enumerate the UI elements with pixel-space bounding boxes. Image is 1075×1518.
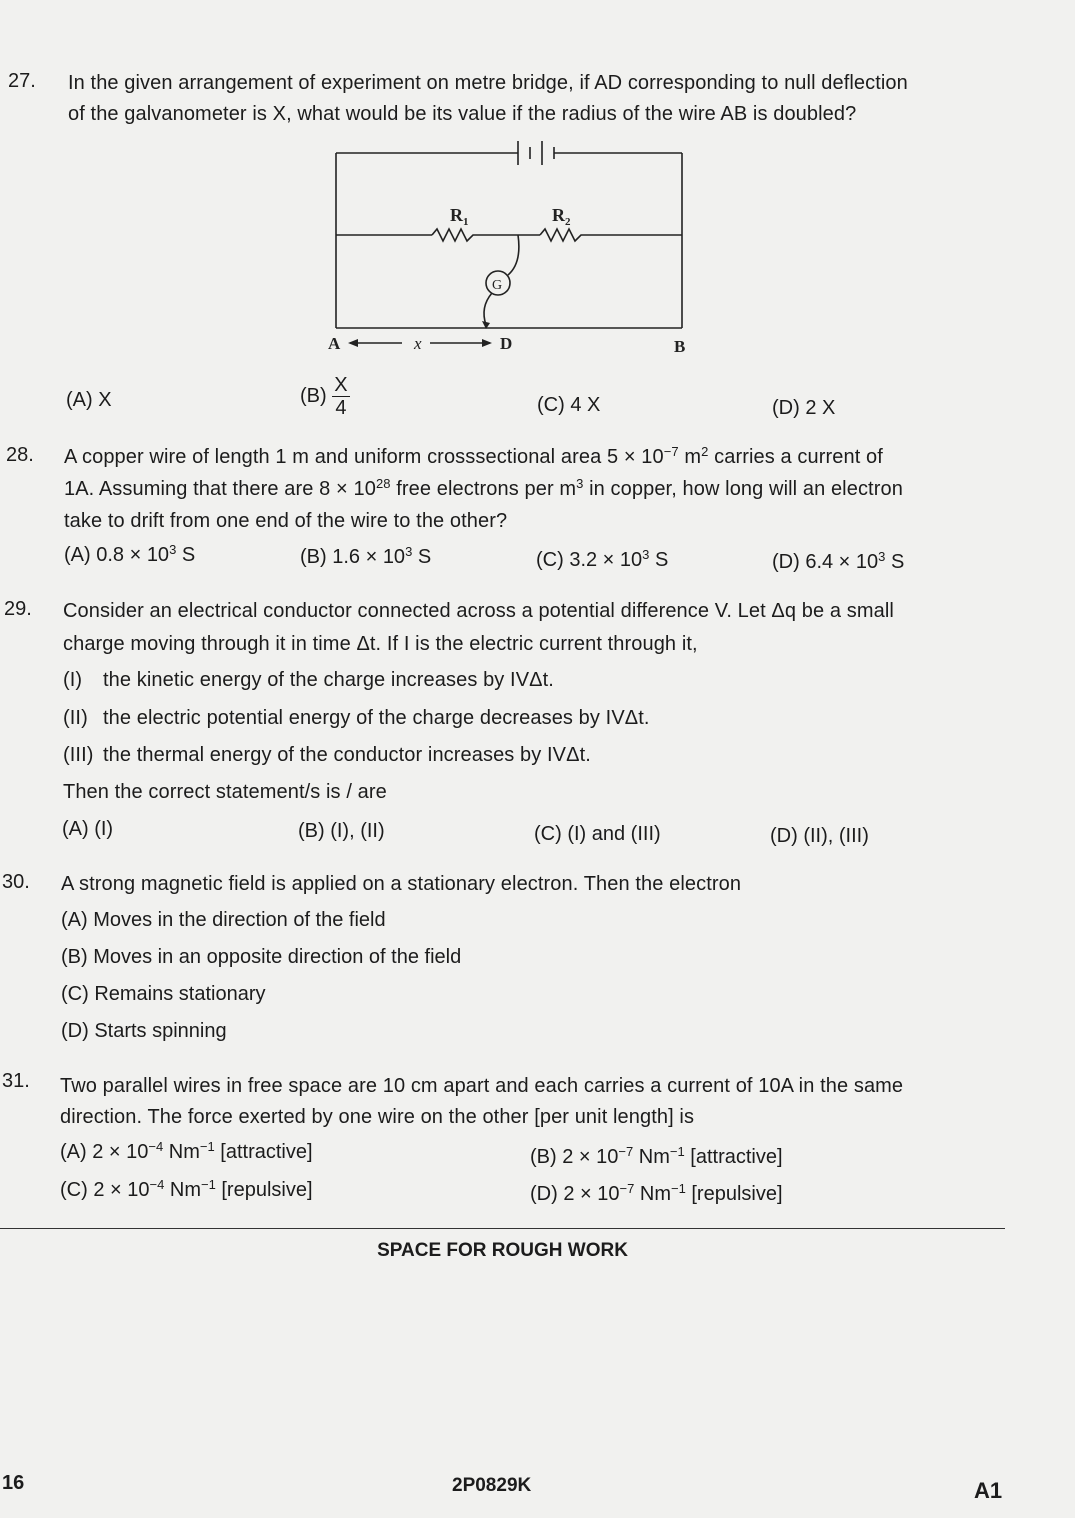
page-number: 16 bbox=[2, 1472, 25, 1494]
option-a[interactable]: (A) X bbox=[66, 389, 112, 411]
option-c[interactable]: (C) $2 \times 10^{-4}$ $Nm^{-1}$ [repulsive] bbox=[60, 1177, 313, 1201]
option-d[interactable]: (D) (II), (III) bbox=[770, 825, 869, 847]
option-c[interactable]: (C) $3.2 \times 10^3$ S bbox=[536, 547, 669, 571]
question-text-line: A strong magnetic field is applied on a stationary electron. Then the electron bbox=[61, 873, 742, 895]
option-a[interactable]: (A) Moves in the direction of the field bbox=[61, 909, 386, 931]
question-text-line: In the given arrangement of experiment on metre bridge, if AD corresponding to null deflection bbox=[68, 72, 908, 94]
option-c[interactable]: (C) 4 X bbox=[537, 394, 601, 416]
question-number: 28. bbox=[6, 444, 34, 466]
option-d[interactable]: (D) Starts spinning bbox=[61, 1020, 227, 1042]
paper-code: 2P0829K bbox=[452, 1475, 532, 1496]
question-text-line: direction. The force exerted by one wire on the other [per unit length] is bbox=[60, 1106, 695, 1128]
label-r2: $R_2$ bbox=[552, 205, 571, 228]
label-a: A bbox=[328, 334, 341, 353]
fraction bbox=[332, 374, 349, 419]
option-b[interactable]: (B) Moves in an opposite direction of the field bbox=[61, 946, 462, 968]
label-d: D bbox=[500, 334, 513, 353]
option-b[interactable]: (B) (I), (II) bbox=[298, 820, 385, 842]
option-b[interactable]: (B) $1.6 \times 10^3$ S bbox=[300, 544, 432, 568]
label-x: x bbox=[414, 334, 422, 353]
question-text-line: of the galvanometer is X, what would be its value if the radius of the wire AB is doubled? bbox=[68, 103, 857, 125]
question-text-line: A copper wire of length 1 m and uniform crosssectional area $5 \times 10^{-7}$ $m^2$ carries a current of bbox=[64, 444, 883, 468]
battery-icon bbox=[518, 141, 554, 165]
statement-item: (III) the thermal energy of the conductor increases by IVΔt. bbox=[63, 744, 591, 766]
option-b[interactable]: (B) $2 \times 10^{-7}$ $Nm^{-1}$ [attractive] bbox=[530, 1144, 783, 1168]
question-text-line: take to drift from one end of the wire to the other? bbox=[64, 510, 508, 532]
fraction-numerator: X bbox=[334, 374, 348, 396]
question-text-line: 1A. Assuming that there are $8 \times 10^{28}$ free electrons per $m^3$ in copper, how long will an electron bbox=[64, 476, 903, 500]
question-number: 29. bbox=[4, 598, 32, 620]
question-number: 31. bbox=[2, 1070, 30, 1092]
option-a[interactable]: (A) $2 \times 10^{-4}$ $Nm^{-1}$ [attractive] bbox=[60, 1139, 313, 1163]
option-a[interactable]: (A) $0.8 \times 10^3$ S bbox=[64, 542, 196, 566]
option-d[interactable]: (D) $6.4 \times 10^3$ S bbox=[772, 549, 905, 573]
label-b: B bbox=[674, 337, 686, 356]
galvanometer-icon: G bbox=[492, 278, 503, 293]
question-text-line: charge moving through it in time Δt. If I is the electric current through it, bbox=[63, 633, 698, 655]
option-d[interactable]: (D) $2 \times 10^{-7}$ $Nm^{-1}$ [repulsive] bbox=[530, 1181, 783, 1205]
option-d[interactable]: (D) 2 X bbox=[772, 397, 836, 419]
question-number: 27. bbox=[8, 70, 36, 92]
label-r1: $R_1$ bbox=[450, 205, 469, 228]
series-code: A1 bbox=[974, 1478, 1003, 1503]
option-c[interactable]: (C) Remains stationary bbox=[61, 983, 266, 1005]
divider bbox=[0, 1228, 1005, 1229]
rough-work-heading: SPACE FOR ROUGH WORK bbox=[377, 1240, 628, 1261]
statement-item: (I) the kinetic energy of the charge increases by IVΔt. bbox=[63, 669, 554, 691]
fraction-denominator: 4 bbox=[335, 397, 347, 419]
statement-item: (II) the electric potential energy of the charge decreases by IVΔt. bbox=[63, 707, 650, 729]
metre-bridge-diagram bbox=[320, 135, 710, 360]
question-conclusion: Then the correct statement/s is / are bbox=[63, 781, 387, 803]
option-b[interactable] bbox=[300, 374, 350, 419]
option-a[interactable]: (A) (I) bbox=[62, 818, 114, 840]
question-text-line: Two parallel wires in free space are 10 cm apart and each carries a current of 10A in the same bbox=[60, 1075, 904, 1097]
option-label: (B) bbox=[300, 384, 327, 407]
option-c[interactable]: (C) (I) and (III) bbox=[534, 823, 661, 845]
question-text-line: Consider an electrical conductor connected across a potential difference V. Let Δq be a small bbox=[63, 600, 894, 622]
question-number: 30. bbox=[2, 871, 30, 893]
